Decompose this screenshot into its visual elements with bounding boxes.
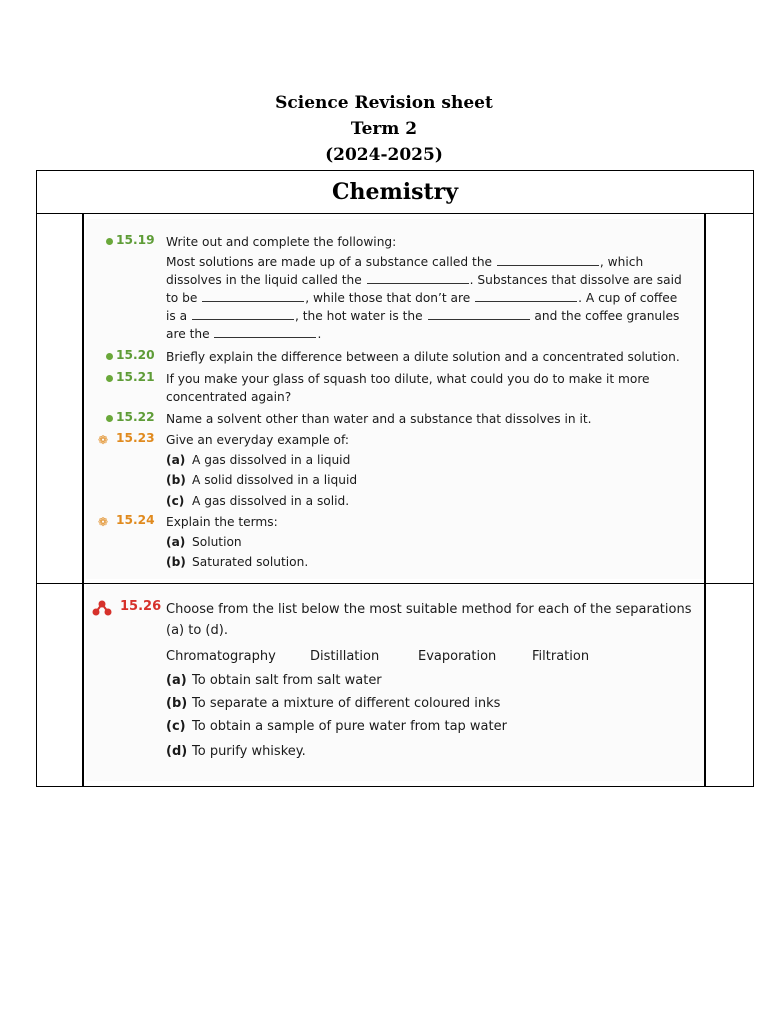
question-text: If you make your glass of squash too dilute, what could you do to make it more concentrated again? <box>166 372 650 404</box>
question-number: 15.22 <box>116 410 155 424</box>
question-text: Briefly explain the difference between a dilute solution and a concentrated solution. <box>166 350 680 364</box>
question-text: Write out and complete the following: <box>166 235 397 249</box>
subject-heading: Chemistry <box>37 171 753 214</box>
table-divider-left <box>82 213 84 787</box>
answer-blank <box>202 290 304 302</box>
question-text: Explain the terms: <box>166 515 278 529</box>
question-number: 15.26 <box>120 599 162 614</box>
method-option: Evaporation <box>418 649 497 664</box>
subquestion-item: (a) A gas dissolved in a liquid <box>166 453 351 467</box>
question-image-block-1 <box>86 219 704 579</box>
wrench-icon: ❁ <box>98 433 109 447</box>
fill-line-5: are the . <box>166 327 322 341</box>
answer-blank <box>192 308 294 320</box>
subquestion-item: (d) To purify whiskey. <box>166 744 306 759</box>
question-text: Name a solvent other than water and a substance that dissolves in it. <box>166 412 592 426</box>
sheet-header <box>0 90 768 168</box>
sheet-title: Science Revision sheet <box>275 93 493 113</box>
molecule-icon <box>92 599 112 617</box>
method-option: Filtration <box>532 649 590 664</box>
subquestion-item: (b) To separate a mixture of different coloured inks <box>166 696 501 711</box>
subquestion-item: (b) Saturated solution. <box>166 555 309 569</box>
fill-line-4: is a , the hot water is the and the coffee granules <box>166 309 680 323</box>
subquestion-item: (a) To obtain salt from salt water <box>166 673 382 688</box>
wrench-icon: ❁ <box>98 515 109 529</box>
question-number: 15.20 <box>116 348 155 362</box>
question-text: Give an everyday example of: <box>166 433 349 447</box>
green-dot-icon <box>106 353 113 360</box>
method-option: Chromatography <box>166 649 276 664</box>
sheet-year: (2024-2025) <box>325 145 443 165</box>
question-number: 15.19 <box>116 233 155 247</box>
worksheet-table <box>36 170 754 787</box>
subquestion-item: (c) A gas dissolved in a solid. <box>166 494 350 508</box>
answer-blank <box>367 272 469 284</box>
subquestion-item: (b) A solid dissolved in a liquid <box>166 473 358 487</box>
green-dot-icon <box>106 415 113 422</box>
table-divider-right <box>704 213 706 787</box>
answer-blank <box>497 254 599 266</box>
sheet-term: Term 2 <box>350 119 418 139</box>
subquestion-item: (c) To obtain a sample of pure water from tap water <box>166 719 507 734</box>
question-image-block-2 <box>86 585 704 781</box>
fill-line-3: to be , while those that don’t are . A cup of coffee <box>166 291 678 305</box>
method-option: Distillation <box>310 649 380 664</box>
fill-line-2: dissolves in the liquid called the . Substances that dissolve are said <box>166 273 682 287</box>
answer-blank <box>475 290 577 302</box>
green-dot-icon <box>106 238 113 245</box>
answer-blank <box>428 308 530 320</box>
green-dot-icon <box>106 375 113 382</box>
question-text: Choose from the list below the most suitable method for each of the separations (a) to (d). <box>166 602 692 638</box>
question-number: 15.23 <box>116 431 155 445</box>
subquestion-item: (a) Solution <box>166 535 242 549</box>
answer-blank <box>214 326 316 338</box>
fill-line-1: Most solutions are made up of a substance called the , which <box>166 255 644 269</box>
method-list <box>166 647 589 667</box>
question-number: 15.24 <box>116 513 155 527</box>
table-row-divider <box>37 583 753 584</box>
question-number: 15.21 <box>116 370 155 384</box>
